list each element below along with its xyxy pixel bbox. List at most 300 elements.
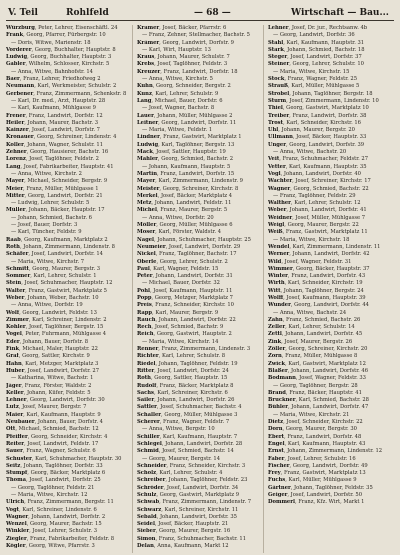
- entry-surname: Walther: [268, 200, 291, 207]
- directory-entry: — Josef, Bauer, Dorfstr. 3: [11, 222, 78, 229]
- directory-entry: Schäfer, Josef, Landwirt, Dorfstr. 14: [6, 251, 103, 258]
- column-middle: [137, 25, 264, 553]
- entry-surname: Zwick: [268, 360, 285, 367]
- entry-surname: Mayer: [6, 178, 25, 185]
- directory-entry: Kreuzer, Franz, Landwirt, Dorfstr. 18: [137, 68, 238, 75]
- directory-entry: Keller, Johann, Küfer, Feldstr. 5: [6, 389, 91, 396]
- directory-entry: Wenzel, Georg, Maurer, Bachstr. 15: [6, 521, 102, 528]
- entry-surname: Roth: [137, 375, 151, 382]
- entry-surname: Schulz: [137, 492, 157, 498]
- directory-entry: Seitz, Johann, Taglöhner, Dorfstr. 33: [6, 462, 103, 469]
- entry-surname: Weiß: [268, 229, 283, 236]
- entry-surname: Strobel: [268, 90, 290, 97]
- entry-surname: Stark: [268, 46, 284, 53]
- directory-entry: Wachter, Josef, Schreiner, Kirchstr. 17: [268, 178, 371, 185]
- entry-surname: Wirth: [268, 280, 285, 287]
- directory-entry: Gabler, Wilhelm, Schlosser, Kirchstr. 5: [6, 61, 110, 68]
- entry-surname: Lauer: [137, 112, 154, 119]
- entry-surname: Ulrich: [6, 499, 25, 506]
- directory-entry: Engel, Karl, Kaufmann, Hauptstr. 43: [268, 440, 366, 447]
- directory-entry: Delan, Anna, Kaufmann, Markt 12: [137, 543, 229, 550]
- directory-entry: Ebert, Franz, Landwirt, Dorfstr. 48: [268, 433, 362, 440]
- directory-entry: Lutz, Josef, Maurer, Bergstr. 7: [6, 404, 87, 411]
- directory-entry: Rapp, Karl, Maurer, Bergstr. 9: [137, 309, 219, 316]
- entry-surname: Schuster: [6, 455, 32, 462]
- entry-surname: Reiter: [6, 440, 25, 447]
- directory-entry: Stumpf, Georg, Bäcker, Marktplatz 6: [6, 470, 106, 477]
- entry-surname: Sturm: [268, 97, 287, 104]
- entry-surname: Steiner: [268, 61, 290, 68]
- directory-entry: Stahl, Karl, Kaufmann, Hauptstr. 31: [268, 39, 365, 46]
- entry-surname: Simon: [137, 535, 156, 542]
- entry-surname: Winkler: [6, 528, 30, 535]
- directory-entry: Wunder, Georg, Landwirt, Dorfstr. 44: [268, 302, 369, 309]
- directory-entry: Sailer, Johann, Landwirt, Dorfstr. 26: [137, 397, 235, 404]
- directory-entry: Schwarz, Karl, Schreiner, Kirchstr. 11: [137, 506, 239, 513]
- directory-entry: Mahler, Georg, Schmied, Bachstr. 2: [137, 156, 234, 163]
- directory-entry: Möller, Georg, Müller, Mühlgasse 6: [137, 222, 233, 229]
- directory-entry: — Anna, Witwe, Dorfstr. 19: [11, 302, 83, 309]
- directory-entry: — Ludwig, Lehrer, Schulstr. 5: [11, 200, 90, 207]
- entry-surname: Wagner: [6, 513, 29, 520]
- directory-entry: Wirth, Karl, Schneider, Kirchstr. 19: [268, 280, 363, 287]
- directory-entry: Zimmer, Karl, Schreiner, Lindenstr. 2: [6, 316, 107, 323]
- directory-entry: Michel, Franz, Maurer, Bergstr. 5: [137, 207, 228, 214]
- entry-surname: Bodmann: [268, 375, 296, 382]
- directory-entry: Peter, Johann, Landwirt, Dorfstr. 31: [137, 273, 233, 280]
- directory-entry: Brand, Franz, Bäcker, Hauptstr. 41: [268, 389, 362, 396]
- entry-surname: Seidel: [137, 521, 155, 528]
- directory-entry: Weber, Johann, Weber, Bachstr. 10: [6, 294, 99, 301]
- directory-entry: Stock, Franz, Wagner, Feldstr. 25: [268, 76, 358, 83]
- directory-entry: Frener, Franz, Landwirt, Dorfstr. 12: [6, 112, 103, 119]
- entry-surname: Winter: [268, 273, 288, 280]
- entry-surname: Sachs: [137, 389, 154, 396]
- entry-surname: Pfeiffer: [6, 433, 28, 440]
- directory-entry: Heiler, Johann, Maurer, Bachstr. 3: [6, 119, 99, 126]
- directory-entry: Schneider, Franz, Schneider, Kirchstr. 3: [137, 462, 246, 469]
- entry-surname: Maier: [6, 411, 24, 418]
- directory-entry: — Karl, Tüncher, Feldstr. 9: [11, 229, 82, 236]
- directory-entry: Mayer, Karl, Zimmermann, Lindenstr. 9: [137, 178, 243, 185]
- directory-entry: Fischer, Georg, Landwirt, Dorfstr. 49: [268, 462, 368, 469]
- entry-surname: Metz: [137, 200, 152, 207]
- directory-entry: Ulrich, Franz, Zimmermann, Bergstr. 11: [6, 499, 114, 506]
- directory-entry: Vogt, Karl, Schreiner, Lindenstr. 6: [6, 506, 97, 513]
- section-title-right: Wirtschaft — Bau...: [291, 8, 389, 18]
- directory-entry: — Anna, Witwe, Bergstr. 10: [142, 426, 215, 433]
- directory-entry: — Josef, Wagner, Bachstr. 8: [142, 105, 215, 112]
- entry-surname: Lutz: [6, 404, 19, 411]
- directory-entry: Fink, Michael, Maler, Hauptstr. 22: [6, 346, 98, 353]
- directory-entry: Stark, Johann, Schmied, Bachstr. 18: [268, 46, 365, 53]
- entry-surname: Mitter: [6, 192, 25, 199]
- directory-entry: Riedel, Johann, Taglöhner, Feldstr. 19: [137, 360, 238, 367]
- entry-surname: Vogel: [6, 331, 22, 338]
- directory-entry: Neumeier, Josef, Landwirt, Dorfstr. 29: [137, 243, 241, 250]
- directory-entry: Zink, Josef, Maurer, Bergstr. 26: [268, 338, 353, 345]
- entry-surname: Hahn: [6, 360, 22, 367]
- entry-surname: Zimmer: [6, 316, 29, 323]
- entry-surname: Vogl: [268, 170, 281, 177]
- entry-surname: Schröder: [137, 484, 164, 491]
- directory-entry: Scherer, Franz, Wagner, Feldstr. 7: [137, 419, 230, 426]
- part-label: V. Teil: [8, 8, 38, 18]
- entry-surname: Raab: [6, 236, 21, 243]
- entry-surname: Blaßer: [268, 367, 288, 374]
- entry-surname: Frey: [268, 470, 281, 477]
- directory-entry: Vorderer, Georg, Buchhalter, Hauptstr. 8: [6, 46, 116, 53]
- directory-entry: Schreiber, Johann, Taglöhner, Feldstr. 23: [137, 477, 248, 484]
- directory-entry: Kronauer, Georg, Schreiner, Lindenstr. 4: [6, 134, 117, 141]
- entry-surname: Peter: [137, 273, 153, 280]
- entry-surname: Würzburg: [6, 25, 35, 31]
- directory-entry: Lorenz, Josef, Taglöhner, Feldstr. 2: [6, 156, 99, 163]
- directory-entry: Geiger, Josef, Landwirt, Dorfstr. 50: [268, 492, 363, 498]
- entry-surname: Kreuzer: [137, 68, 161, 75]
- entry-surname: Pohl: [137, 287, 150, 294]
- entry-surname: Kohler: [6, 324, 26, 331]
- directory-entry: Wendel, Karl, Zimmermann, Lindenstr. 11: [268, 243, 381, 250]
- directory-entry: Gerbener, Franz, Zimmermann, Schenkstr. 8: [6, 90, 127, 97]
- entry-surname: Krämer: [137, 39, 160, 46]
- entry-surname: Leitner: [137, 119, 159, 126]
- entry-surname: Renner: [137, 346, 159, 353]
- entry-surname: Kronauer: [6, 134, 34, 141]
- entry-surname: Schlegel: [137, 440, 162, 447]
- directory-entry: Pfeiffer, Georg, Schneider, Kirchstr. 4: [6, 433, 108, 440]
- column-right: [268, 25, 394, 553]
- directory-entry: Sachs, Karl, Schreiner, Kirchstr. 6: [137, 389, 228, 396]
- directory-entry: — Johann, Kaufmann, Hauptstr. 5: [142, 163, 231, 170]
- directory-entry: Mayer, Michael, Schneider, Bergstr. 9: [6, 178, 108, 185]
- entry-surname: Schmid: [137, 448, 159, 455]
- directory-entry: Frey, Franz, Gastwirt, Marktplatz 13: [268, 470, 366, 477]
- entry-surname: Sailer: [137, 397, 155, 404]
- entry-surname: Kramer: [137, 25, 160, 31]
- directory-entry: — Maria, Witwe, Feldstr. 1: [142, 127, 213, 134]
- entry-surname: Wendel: [268, 243, 290, 250]
- entry-surname: Lehner: [268, 25, 289, 31]
- directory-entry: Zahn, Franz, Schmied, Bachstr. 26: [268, 316, 361, 323]
- entry-surname: Gabler: [6, 61, 26, 68]
- directory-entry: Popp, Georg, Metzger, Marktplatz 7: [137, 294, 233, 301]
- entry-surname: Treiber: [268, 112, 290, 119]
- directory-entry: Roth, Georg, Sattler, Hauptstr. 15: [137, 375, 228, 382]
- directory-entry: Blaßer, Johann, Landwirt, Dorfstr. 46: [268, 367, 369, 374]
- directory-entry: Paul, Karl, Wagner, Feldstr. 15: [137, 265, 219, 272]
- directory-entry: Nickel, Franz, Taglöhner, Bachstr. 17: [137, 251, 237, 258]
- entry-surname: Rauch: [137, 316, 156, 323]
- entry-surname: Werner: [268, 251, 290, 258]
- entry-surname: Ebert: [268, 433, 285, 440]
- directory-entry: Pohl, Josef, Kaufmann, Hauptstr. 11: [137, 287, 233, 294]
- directory-entry: Schwab, Franz, Zimmermann, Lindenstr. 7: [137, 499, 252, 506]
- entry-surname: Seitz: [6, 462, 21, 469]
- directory-entry: Mitter, Georg, Landwirt, Dorfstr. 21: [6, 192, 103, 199]
- entry-surname: Dommerl: [268, 499, 295, 506]
- directory-entry: Sturm, Josef, Zimmermann, Lindenstr. 10: [268, 97, 379, 104]
- directory-entry: Vetter, Karl, Kaufmann, Hauptstr. 35: [268, 163, 367, 170]
- directory-entry: — Maria, Witwe, Kirchstr. 12: [11, 492, 88, 498]
- directory-entry: Maier, Karl, Kaufmann, Hauptstr. 9: [6, 411, 101, 418]
- entry-surname: Möller: [137, 222, 157, 229]
- directory-entry: Zorn, Franz, Müller, Mühlgasse 8: [268, 353, 358, 360]
- directory-entry: Witt, Johann, Taglöhner, Bergstr. 24: [268, 287, 364, 294]
- entry-surname: Uhl: [268, 127, 279, 134]
- directory-entry: Kunz, Karl, Lehrer, Schulstr. 9: [137, 90, 219, 97]
- directory-entry: Kraus, Johann, Maurer, Schulstr. 7: [137, 54, 230, 61]
- entry-surname: Wild: [268, 258, 282, 265]
- directory-entry: — Anna, Witwe, Kirchstr. 5: [142, 76, 213, 83]
- directory-entry: Bodmann, Josef, Wagner, Feldstr. 33: [268, 375, 366, 382]
- directory-entry: Dommerl, Franz, Kfz. Wirt, Markt 1: [268, 499, 365, 506]
- directory-entry: Thoma, Josef, Landwirt, Dorfstr. 25: [6, 477, 101, 484]
- entry-surname: Sattler: [137, 404, 157, 411]
- entry-surname: Neubauer: [6, 419, 35, 426]
- entry-surname: Veit: [268, 156, 280, 163]
- directory-entry: Reich, Georg, Gastwirt, Hauptstr. 2: [137, 331, 232, 338]
- directory-entry: Schaller, Georg, Müller, Mühlgasse 3: [137, 411, 238, 418]
- entry-surname: Thoma: [6, 477, 26, 484]
- directory-entry: Reiter, Josef, Landwirt, Feldstr. 17: [6, 440, 99, 447]
- directory-entry: Moser, Karl, Förster, Waldstr. 4: [137, 229, 222, 236]
- entry-surname: Wunder: [268, 302, 291, 309]
- directory-entry: Gärtner, Johann, Taglöhner, Feldstr. 35: [268, 484, 373, 491]
- directory-entry: Schmitt, Georg, Maurer, Bergstr. 3: [6, 265, 101, 272]
- directory-entry: Steiner, Georg, Lehrer, Schulstr. 10: [268, 61, 364, 68]
- directory-entry: Lang, Michael, Bauer, Dorfstr. 6: [137, 97, 223, 104]
- entry-surname: Ziegler: [6, 535, 27, 542]
- entry-surname: Popp: [137, 294, 152, 301]
- entry-surname: Ludwig: [137, 141, 159, 148]
- entry-surname: Ludwig: [6, 54, 28, 61]
- directory-entry: — Georg, Maurer, Bergstr. 14: [142, 455, 221, 462]
- directory-entry: Kramer, Josef, Bäcker, Pfarrstr. 6: [137, 25, 227, 31]
- entry-surname: Fischer: [268, 462, 290, 469]
- directory-entry: — Franz, Zehner, Stellmacher, Bachstr. 5: [142, 32, 250, 39]
- entry-surname: Nagel: [137, 236, 155, 243]
- directory-entry: — Maria, Witwe, Kirchstr. 21: [273, 411, 350, 418]
- column-left: [6, 25, 133, 553]
- directory-entry: Ziegler, Franz, Fabrikarbeiter, Feldstr. 8: [6, 535, 115, 542]
- entry-surname: Unger: [268, 141, 286, 148]
- entry-surname: Brand: [268, 389, 286, 396]
- entry-surname: Walter: [6, 287, 26, 294]
- section-title-left: Rohlfeld: [66, 8, 109, 18]
- entry-surname: Vetter: [268, 163, 286, 170]
- entry-surname: Kraus: [137, 54, 155, 61]
- directory-entry: Frank, Georg, Pfarrer, Fürbergstr. 10: [6, 32, 106, 39]
- directory-entry: Simon, Franz, Schuhmacher, Bachstr. 11: [137, 535, 247, 542]
- directory-entry: Sebald, Johann, Landwirt, Dorfstr. 35: [137, 513, 237, 520]
- entry-surname: Wenzel: [6, 521, 27, 528]
- directory-entry: Rauch, Johann, Landwirt, Dorfstr. 22: [137, 316, 236, 323]
- directory-entry: — Johann, Schmied, Bachstr. 6: [11, 214, 92, 221]
- directory-entry: Vogl, Johann, Landwirt, Dorfstr. 40: [268, 170, 361, 177]
- entry-surname: Rudolf: [137, 382, 157, 389]
- entry-surname: Neumeier: [137, 243, 166, 250]
- entry-surname: Michel: [137, 207, 157, 214]
- directory-entry: Koller, Johann, Wagner, Schulstr. 11: [6, 141, 104, 148]
- directory-entry: Ludwig, Georg, Buchhalter, Hauptstr. 3: [6, 54, 112, 61]
- entry-surname: Kainzer: [6, 127, 29, 134]
- entry-surname: Rech: [137, 324, 152, 331]
- directory-entry: Rech, Josef, Schmied, Bachstr. 9: [137, 324, 224, 331]
- directory-entry: — Anna, Witwe, Bachstr. 24: [273, 309, 347, 316]
- entry-surname: Heiler: [6, 119, 25, 126]
- entry-surname: Baer: [6, 76, 20, 83]
- entry-surname: Stock: [268, 76, 285, 83]
- entry-surname: Zink: [268, 338, 282, 345]
- entry-surname: Faber: [268, 455, 285, 462]
- directory-entry: Kainzer, Josef, Landwirt, Dorfstr. 7: [6, 127, 100, 134]
- entry-surname: Wolff: [268, 294, 284, 301]
- directory-entry: Werner, Johann, Landwirt, Dorfstr. 42: [268, 251, 370, 258]
- directory-entry: Wagner, Georg, Schmied, Bachstr. 22: [268, 185, 369, 192]
- entry-surname: Zöller: [268, 346, 286, 353]
- entry-surname: Wimmer: [268, 265, 293, 272]
- entry-surname: Schiller: [137, 433, 160, 440]
- entry-surname: Delan: [137, 543, 154, 550]
- entry-surname: Mahler: [137, 156, 158, 163]
- entry-surname: Eder: [6, 338, 20, 345]
- entry-surname: Frank: [6, 32, 24, 39]
- directory-entry: — Maria, Witwe, Kirchstr. 15: [273, 68, 350, 75]
- directory-entry: Würzburg, Peter, Lehrer, Eisenschäftl. 24: [6, 25, 118, 31]
- directory-entry: Bühler, Johann, Landwirt, Dorfstr. 47: [268, 404, 369, 411]
- directory-entry: Roth, Johann, Zimmermann, Lindenstr. 8: [6, 243, 115, 250]
- entry-surname: Fuchs: [268, 477, 286, 484]
- entry-surname: Lehner: [6, 397, 27, 404]
- directory-entry: Wolf, Georg, Landwirt, Feldstr. 13: [6, 309, 97, 316]
- directory-entry: — Karl, Wirt, Hauptstr. 13: [142, 46, 211, 53]
- directory-entry: Raab, Georg, Kaufmann, Marktplatz 2: [6, 236, 108, 243]
- directory-entry: Renner, Franz, Zimmermann, Lindenstr. 3: [137, 346, 251, 353]
- entry-surname: Dorn: [268, 426, 283, 433]
- entry-surname: Huber: [6, 367, 25, 374]
- directory-entry: Weiß, Franz, Gastwirt, Marktplatz 11: [268, 229, 368, 236]
- directory-entry: Lehner, Josef, Dr. jur., Rechtsanw. 4b: [268, 25, 368, 31]
- directory-entry: Huber, Josef, Landwirt, Dorfstr. 27: [6, 367, 100, 374]
- directory-entry: — Georg, Taglöhner, Bergstr. 28: [273, 382, 358, 389]
- directory-entry: — Georg, Taglöhner, Feldstr. 21: [11, 484, 95, 491]
- entry-surname: Kögler: [6, 543, 26, 550]
- entry-surname: Moser: [137, 229, 156, 236]
- entry-surname: Martin: [137, 170, 157, 177]
- directory-entry: Ernst, Johann, Zimmermann, Lindenstr. 12: [268, 448, 383, 455]
- entry-surname: Stumpf: [6, 470, 28, 477]
- directory-entry: Strobel, Johann, Taglöhner, Bergstr. 18: [268, 90, 373, 97]
- directory-entry: Scholz, Karl, Lehrer, Schulstr. 4: [137, 470, 223, 477]
- directory-entry: Treiber, Franz, Landwirt, Dorfstr. 38: [268, 112, 367, 119]
- directory-entry: Veit, Franz, Schuhmacher, Feldstr. 27: [268, 156, 368, 163]
- entry-surname: Thiel: [268, 105, 283, 112]
- directory-entry: — Georg, Landwirt, Dorfstr. 36: [273, 32, 355, 39]
- directory-columns: [6, 25, 394, 553]
- directory-entry: Müller, Johann, Bäcker, Hauptstr. 17: [6, 207, 105, 214]
- entry-surname: Jäger: [6, 382, 22, 389]
- directory-entry: Oberle, Georg, Lehrer, Schulstr. 2: [137, 258, 228, 265]
- entry-surname: Nickel: [137, 251, 156, 258]
- directory-entry: Uhl, Johann, Maurer, Bergstr. 20: [268, 127, 355, 134]
- entry-surname: Zeller: [268, 324, 286, 331]
- entry-surname: Schwab: [137, 499, 160, 506]
- directory-entry: Meister, Georg, Schreiner, Kirchstr. 8: [137, 185, 239, 192]
- directory-entry: — Karl, Kaufmann, Mühlgasse 9: [11, 105, 96, 112]
- directory-entry: Weber, Johann, Landwirt, Dorfstr. 41: [268, 207, 367, 214]
- entry-surname: Lorenz: [6, 156, 26, 163]
- entry-surname: Dietz: [268, 419, 284, 426]
- entry-surname: Zahn: [268, 316, 283, 323]
- directory-entry: Mack, Josef, Sattler, Hauptstr. 19: [137, 149, 226, 156]
- entry-surname: Oberle: [137, 258, 157, 265]
- directory-entry: Kuhn, Georg, Schneider, Bergstr. 2: [137, 83, 231, 90]
- directory-entry: Preis, Franz, Schneider, Kirchstr. 10: [137, 302, 234, 309]
- directory-entry: Wolff, Josef, Kaufmann, Hauptstr. 39: [268, 294, 366, 301]
- entry-surname: Vogt: [6, 506, 20, 513]
- entry-surname: Schneider: [137, 462, 167, 469]
- directory-entry: Zwick, Karl, Gastwirt, Marktplatz 12: [268, 360, 366, 367]
- entry-surname: Zehner: [6, 149, 27, 156]
- directory-entry: Lindner, Franz, Gastwirt, Marktplatz 1: [137, 134, 242, 141]
- directory-entry: Meier, Franz, Müller, Mühlgasse 1: [6, 185, 99, 192]
- entry-surname: Ritter: [137, 367, 155, 374]
- directory-entry: Stein, Josef, Schuhmacher, Hauptstr. 12: [6, 280, 113, 287]
- directory-entry: Zettl, Johann, Landwirt, Dorfstr. 45: [268, 331, 363, 338]
- entry-surname: Sebald: [137, 513, 157, 520]
- entry-surname: Trost: [268, 119, 283, 126]
- directory-entry: Sattler, Josef, Schuhmacher, Bachstr. 4: [137, 404, 242, 411]
- directory-entry: Dorn, Georg, Maurer, Bergstr. 30: [268, 426, 357, 433]
- directory-entry: Sommer, Karl, Lehrer, Schulstr. 1: [6, 273, 97, 280]
- directory-entry: Ullmann, Josef, Bäcker, Hauptstr. 33: [268, 134, 367, 141]
- directory-entry: — Maria, Witwe, Kirchstr. 18: [273, 236, 350, 243]
- entry-surname: Ott: [6, 426, 16, 433]
- directory-entry: Zehner, Georg, Hausierer, Bachstr. 16: [6, 149, 109, 156]
- directory-entry: Sieber, Georg, Maurer, Bergstr. 16: [137, 528, 231, 535]
- entry-surname: Kunz: [137, 90, 152, 97]
- entry-surname: Meier: [6, 185, 24, 192]
- directory-entry: Merkel, Josef, Bäcker, Marktplatz 4: [137, 192, 233, 199]
- directory-entry: Steger, Josef, Landwirt, Dorfstr. 37: [268, 54, 362, 61]
- page-number: — 68 —: [194, 8, 231, 18]
- entry-surname: Riedel: [137, 360, 156, 367]
- entry-surname: Richter: [137, 353, 159, 360]
- entry-surname: Engel: [268, 440, 285, 447]
- directory-entry: Fuchs, Karl, Müller, Mühlgasse 9: [268, 477, 357, 484]
- directory-entry: — Anna, Witwe, Bahnhofstr. 14: [11, 68, 93, 75]
- directory-entry: Dietz, Josef, Schneider, Kirchstr. 22: [268, 419, 363, 426]
- directory-entry: Krämer, Georg, Landwirt, Dorfstr. 9: [137, 39, 234, 46]
- entry-surname: Preis: [137, 302, 152, 309]
- directory-entry: — Doris, Witwe, Marienstr. 18: [11, 39, 91, 46]
- directory-entry: Vogel, Peter, Fuhrmann, Mühlgasse 4: [6, 331, 107, 338]
- directory-entry: — Maria, Witwe, Kirchstr. 7: [11, 258, 85, 265]
- entry-surname: Scholz: [137, 470, 157, 477]
- entry-surname: Gärtner: [268, 484, 291, 491]
- entry-surname: Weber: [6, 294, 25, 301]
- entry-surname: Weber: [268, 207, 287, 214]
- entry-surname: Krebs: [137, 61, 155, 68]
- entry-surname: Frener: [6, 112, 26, 119]
- entry-surname: Merkel: [137, 192, 158, 199]
- entry-surname: Lang: [137, 97, 152, 104]
- directory-entry: Nagel, Johann, Schuhmacher, Hauptstr. 25: [137, 236, 251, 243]
- directory-entry: Kohler, Josef, Taglöhner, Bergstr. 15: [6, 324, 104, 331]
- entry-surname: Schaller: [137, 411, 162, 418]
- entry-surname: Koller: [6, 141, 24, 148]
